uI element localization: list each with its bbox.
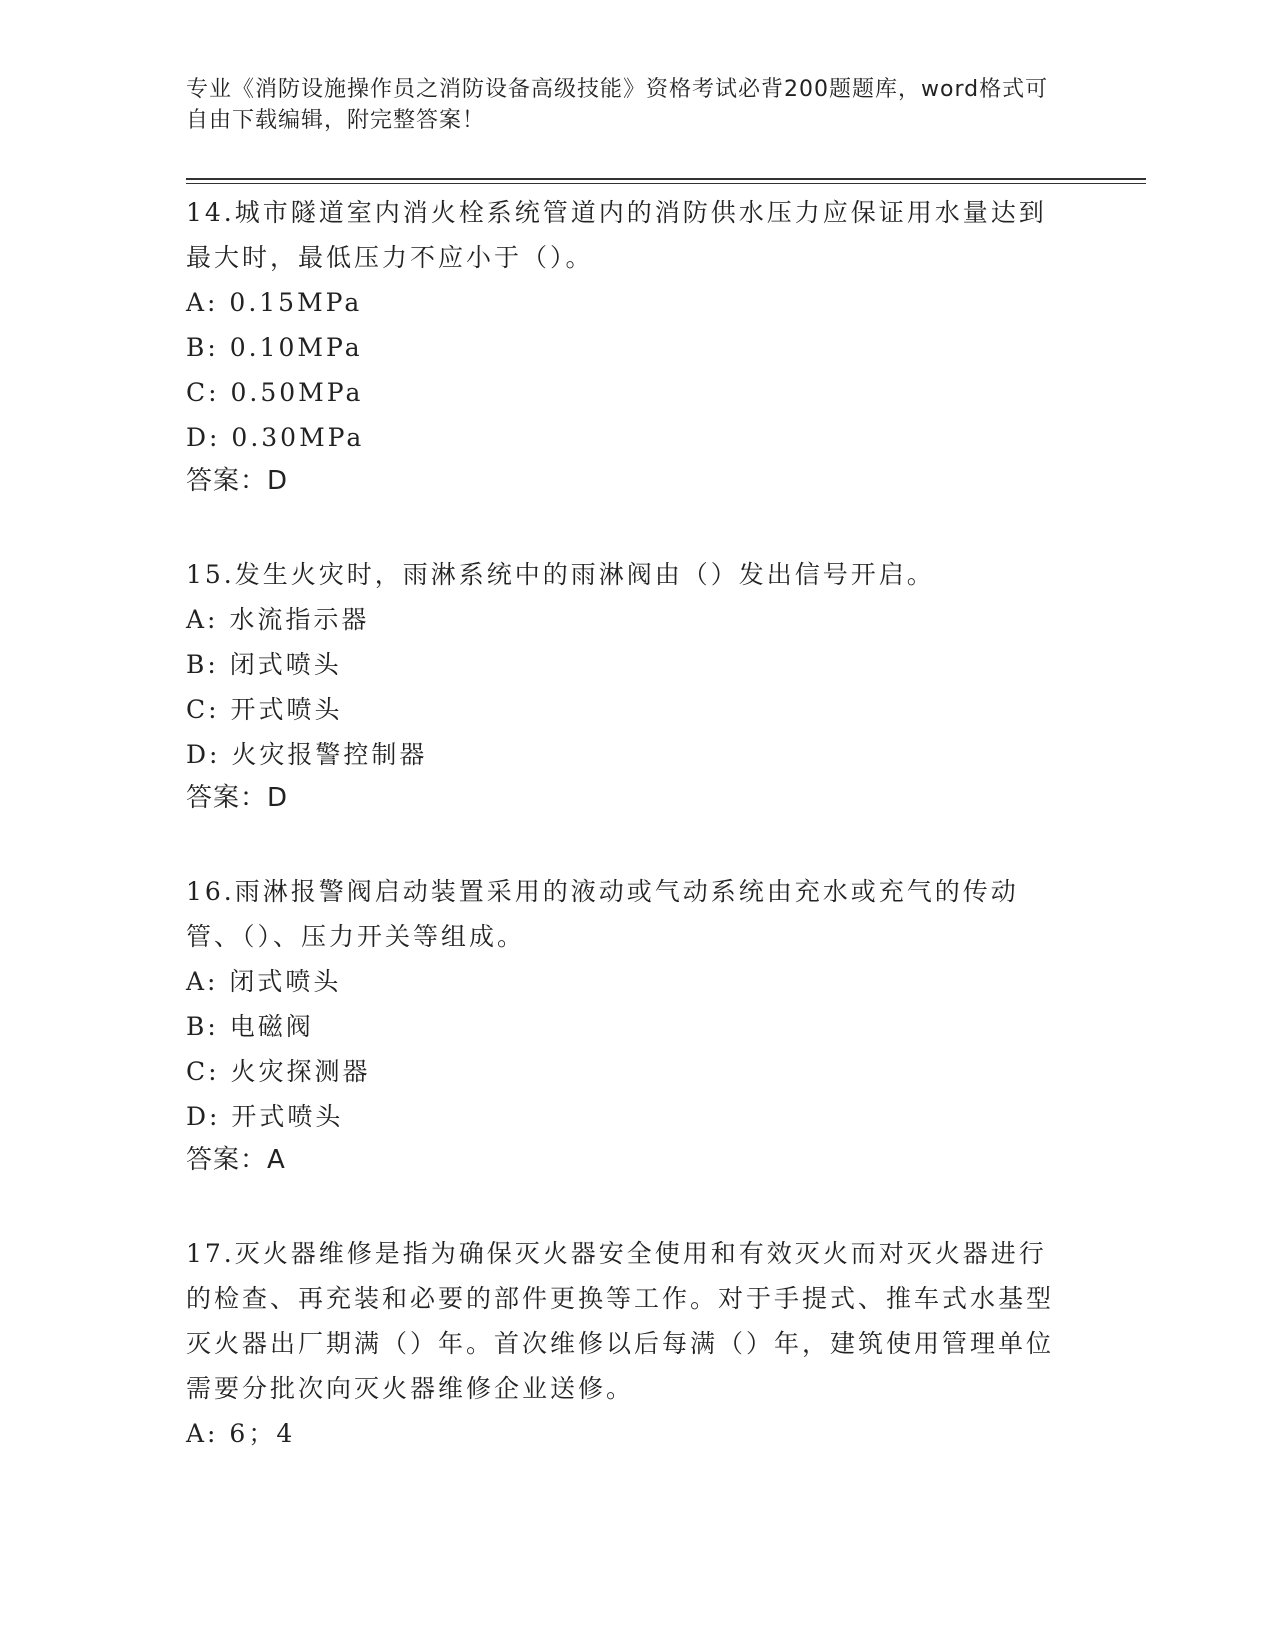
- document-header-title: 专业《消防设施操作员之消防设备高级技能》资格考试必背200题题库，word格式可自由下载编辑，附完整答案！: [186, 77, 1049, 133]
- option-a: A: 水流指示器: [186, 605, 370, 634]
- question-stem: 17.灭火器维修是指为确保灭火器安全使用和有效灭火而对灭火器进行的检查、再充装和必要的部件更换等工作。对于手提式、推车式水基型灭火器出厂期满（）年。首次维修以后每满（）年，建筑使用管理单位需要分批次向灭火器维修企业送修。: [186, 1239, 1055, 1403]
- option-b: B: 电磁阀: [186, 1012, 314, 1041]
- question-stem: 14.城市隧道室内消火栓系统管道内的消防供水压力应保证用水量达到最大时，最低压力不应小于（）。: [186, 198, 1047, 272]
- question-16: [186, 869, 1066, 1182]
- question-15: [186, 552, 1066, 820]
- answer-line: 答案：D: [186, 783, 289, 813]
- header-divider-thin: [186, 183, 1146, 184]
- option-c: C: 开式喷头: [186, 695, 343, 724]
- document-page: [186, 0, 1146, 1650]
- option-c: C: 火灾探测器: [186, 1057, 371, 1086]
- option-d: D: 火灾报警控制器: [186, 740, 428, 769]
- question-stem: 16.雨淋报警阀启动装置采用的液动或气动系统由充水或充气的传动管、（）、压力开关等组成。: [186, 877, 1019, 951]
- option-d: D: 开式喷头: [186, 1102, 344, 1131]
- option-a: A: 6；4: [186, 1419, 296, 1448]
- option-a: A: 0.15MPa: [186, 288, 363, 317]
- header-divider-thick: [186, 178, 1146, 180]
- question-14: [186, 190, 1066, 503]
- option-c: C: 0.50MPa: [186, 378, 364, 407]
- option-d: D: 0.30MPa: [186, 423, 365, 452]
- answer-line: 答案：A: [186, 1145, 286, 1175]
- question-stem: 15.发生火灾时，雨淋系统中的雨淋阀由（）发出信号开启。: [186, 560, 935, 589]
- option-b: B: 0.10MPa: [186, 333, 363, 362]
- answer-line: 答案：D: [186, 466, 289, 496]
- question-list: [186, 190, 1066, 1505]
- option-b: B: 闭式喷头: [186, 650, 342, 679]
- question-17: [186, 1231, 1066, 1456]
- option-a: A: 闭式喷头: [186, 967, 342, 996]
